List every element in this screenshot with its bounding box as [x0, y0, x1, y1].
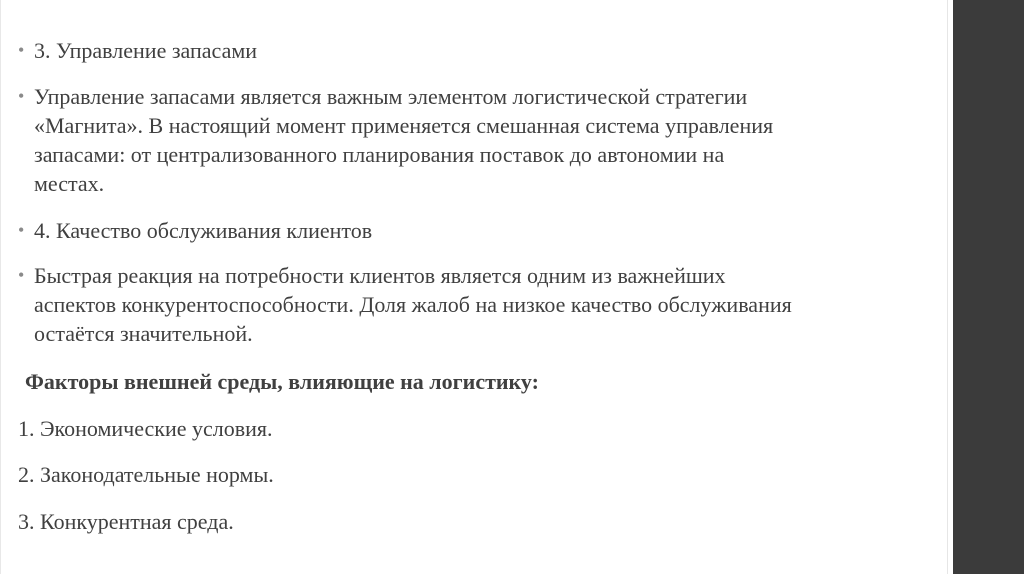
bullet-item-inventory-body	[18, 82, 918, 198]
bullet-text: Быстрая реакция на потребности клиентов является одним из важнейших аспектов конкурентоспособности. Доля жалоб на низкое качество обслуживания остаётся значительной.	[34, 263, 792, 346]
bullet-item-service-title	[18, 216, 918, 245]
bullet-text: 3. Управление запасами	[34, 38, 258, 63]
factors-heading: Факторы внешней среды, влияющие на логистику:	[25, 369, 539, 394]
bullet-icon: •	[18, 40, 25, 60]
bullet-item-inventory-title	[18, 36, 918, 65]
factor-item-competition: 3. Конкурентная среда.	[18, 509, 234, 534]
factor-item-economic: 1. Экономические условия.	[18, 416, 273, 441]
side-panel	[953, 0, 1024, 574]
right-divider	[947, 0, 948, 574]
bullet-item-service-body	[18, 261, 918, 348]
bullet-icon: •	[18, 220, 25, 240]
bullet-text: 4. Качество обслуживания клиентов	[34, 218, 373, 243]
bullet-icon: •	[18, 86, 25, 106]
bullet-text: Управление запасами является важным элементом логистической стратегии «Магнита». В настоящий момент применяется смешанная система управления запасами: от централизованного планирования поставок до автономии на местах.	[34, 84, 774, 196]
factor-item-legal: 2. Законодательные нормы.	[18, 462, 274, 487]
bullet-icon: •	[18, 265, 25, 285]
